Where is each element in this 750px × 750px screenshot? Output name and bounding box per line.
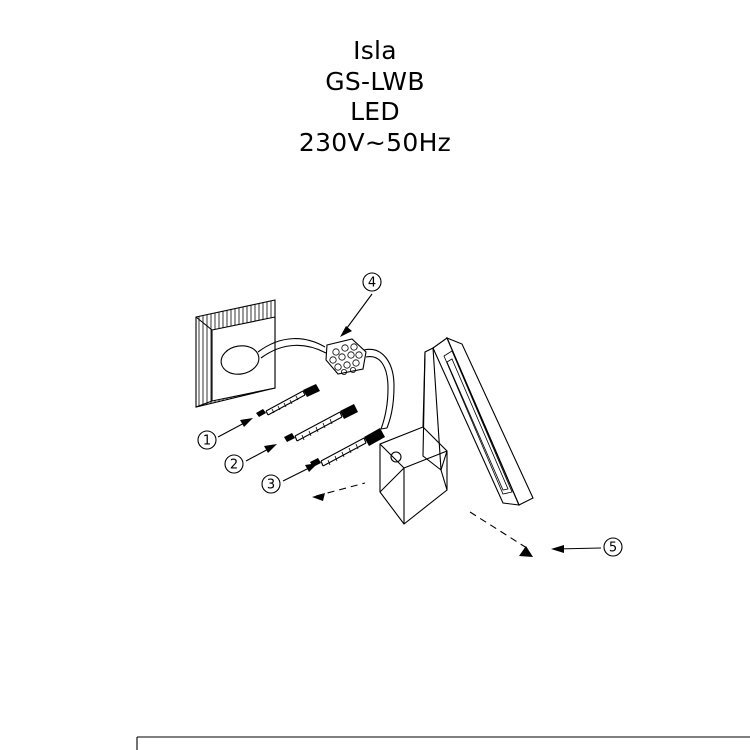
title-line-model-code: GS-LWB <box>325 66 425 96</box>
callout-5 <box>604 538 622 556</box>
wall-mounting-plate <box>196 295 275 412</box>
callout-5-label: 5 <box>608 540 618 556</box>
callout-3 <box>262 475 280 493</box>
callout-1-label: 1 <box>202 433 212 449</box>
expansion-dowel <box>284 404 358 442</box>
screw <box>310 428 385 467</box>
callout-2-label: 2 <box>229 457 239 473</box>
callout-3-label: 3 <box>266 477 276 493</box>
title-line-product-name: Isla <box>353 36 397 65</box>
wire-connector-block <box>326 339 366 375</box>
lamp-body <box>380 338 533 524</box>
callout-2 <box>225 455 243 473</box>
title-line-lamp-type: LED <box>350 97 400 126</box>
page-border <box>137 737 750 750</box>
callout-4-label: 4 <box>367 275 377 291</box>
callout-4 <box>363 273 381 291</box>
lamp-cable <box>364 349 394 429</box>
title-line-voltage: 230V~50Hz <box>298 127 452 157</box>
callout-1 <box>198 431 216 449</box>
